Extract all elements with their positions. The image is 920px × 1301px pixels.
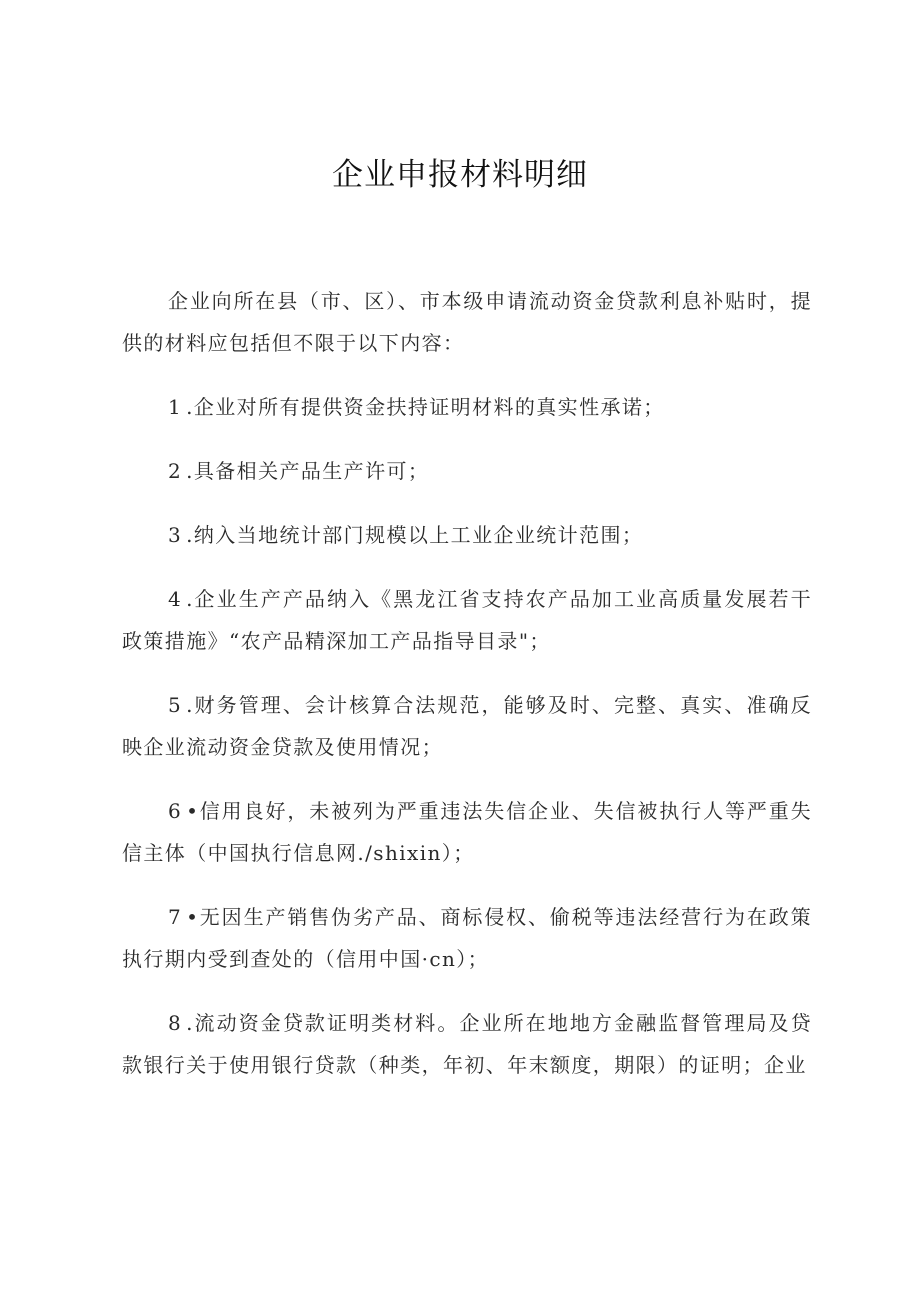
item-number: 4 xyxy=(168,587,183,611)
item-number: 2 xyxy=(168,459,183,483)
item-number: 6 xyxy=(168,799,183,823)
item-text: .企业生产产品纳入《黑龙江省支持农产品加工业高质量发展若干政策措施》“农产品精深加工产品指导目录"； xyxy=(122,587,812,653)
item-text: •信用良好，未被列为严重违法失信企业、失信被执行人等严重失信主体（中国执行信息网./shixin）； xyxy=(122,799,812,865)
item-number: 1 xyxy=(168,395,183,419)
item-number: 7 xyxy=(168,905,183,929)
list-item xyxy=(122,578,812,662)
document-body xyxy=(122,280,812,1108)
list-item xyxy=(122,896,812,980)
item-text: .纳入当地统计部门规模以上工业企业统计范围； xyxy=(186,523,644,547)
item-number: 5 xyxy=(168,693,183,717)
list-item xyxy=(122,514,812,556)
intro-paragraph: 企业向所在县（市、区）、市本级申请流动资金贷款利息补贴时，提供的材料应包括但不限于以下内容： xyxy=(122,289,812,355)
item-text: .财务管理、会计核算合法规范，能够及时、完整、真实、准确反映企业流动资金贷款及使用情况； xyxy=(122,693,812,759)
item-text: .具备相关产品生产许可； xyxy=(186,459,430,483)
item-number: 8 xyxy=(168,1011,183,1035)
list-item xyxy=(122,1002,812,1086)
item-text: .流动资金贷款证明类材料。企业所在地地方金融监督管理局及贷款银行关于使用银行贷款（种类，年初、年末额度，期限）的证明；企业 xyxy=(122,1011,812,1077)
item-number: 3 xyxy=(168,523,183,547)
item-text: .企业对所有提供资金扶持证明材料的真实性承诺； xyxy=(186,395,665,419)
list-item xyxy=(122,450,812,492)
list-item xyxy=(122,790,812,874)
list-item xyxy=(122,386,812,428)
item-text: •无因生产销售伪劣产品、商标侵权、偷税等违法经营行为在政策执行期内受到查处的（信用中国·cn）； xyxy=(122,905,812,971)
list-item xyxy=(122,684,812,768)
document-title: 企业申报材料明细 xyxy=(332,157,588,193)
